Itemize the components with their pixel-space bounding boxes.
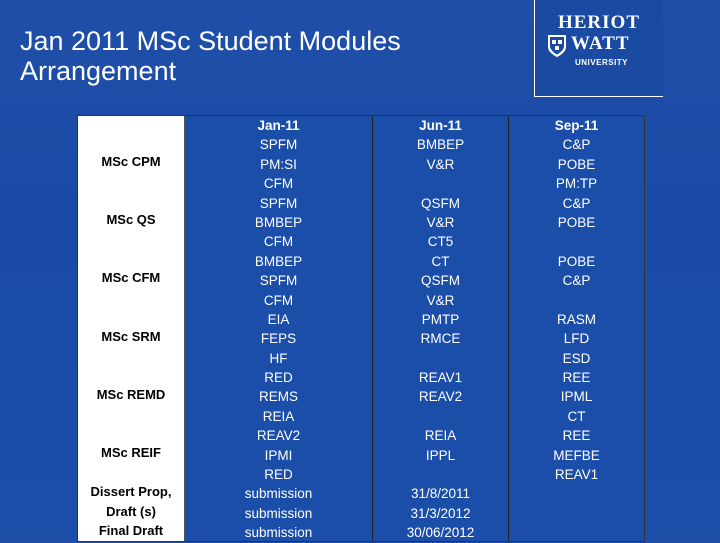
table-cell: 31/3/2012 — [410, 505, 471, 521]
row-label: Final Draft — [98, 523, 164, 538]
table-cell: REAV2 — [418, 389, 463, 405]
crest-icon — [547, 34, 567, 58]
table-cell: HF — [269, 350, 288, 366]
table-cell — [373, 407, 508, 426]
logo-text-heriot: HERIOT — [557, 12, 641, 33]
table-cell: POBE — [557, 156, 596, 172]
table-cell: POBE — [557, 214, 596, 230]
table-cell: RED — [264, 467, 293, 483]
table-cell — [509, 291, 644, 310]
table-cell: BMBEP — [416, 137, 465, 153]
table-cell: ESD — [562, 350, 591, 366]
row-label: Draft (s) — [106, 504, 156, 519]
table-cell: CFM — [263, 292, 294, 308]
table-cell: SPFM — [259, 273, 298, 289]
logo-text-university: UNIVERSITY — [575, 58, 629, 67]
column-sep-11 — [509, 116, 644, 541]
table-cell: POBE — [557, 253, 596, 269]
table-cell — [509, 232, 644, 251]
table-cell: EIA — [267, 311, 290, 327]
table-cell: 30/06/2012 — [406, 525, 475, 541]
table-cell — [373, 465, 508, 484]
table-cell: CT — [431, 253, 450, 269]
row-label: MSc CPM — [101, 154, 161, 169]
table-cell: REAV1 — [418, 370, 463, 386]
row-label: MSc REMD — [96, 387, 166, 402]
table-cell: QSFM — [421, 273, 460, 289]
table-cell: REE — [562, 428, 591, 444]
table-cell: REIA — [262, 408, 295, 424]
table-cell — [509, 484, 644, 503]
table-cell: LFD — [563, 331, 590, 347]
table-cell: SPFM — [259, 195, 298, 211]
table-cell: 31/8/2011 — [410, 486, 471, 502]
table-cell: CFM — [263, 176, 294, 192]
column-jun-11 — [373, 116, 508, 541]
table-cell: RMCE — [420, 331, 461, 347]
table-cell: CT — [567, 408, 586, 424]
table-cell: REAV2 — [256, 428, 301, 444]
table-cell: C&P — [562, 137, 591, 153]
table-cell: V&R — [426, 156, 455, 172]
table-cell: PMTP — [421, 311, 460, 327]
table-cell: C&P — [562, 195, 591, 211]
table-cell: CT5 — [427, 234, 454, 250]
column-jan-11 — [185, 116, 372, 541]
table-cell: REE — [562, 370, 591, 386]
logo-text-watt: WATT — [571, 33, 630, 54]
table-cell: CFM — [263, 234, 294, 250]
table-cell: REAV1 — [554, 467, 599, 483]
table-cell: BMBEP — [254, 253, 303, 269]
table-cell: MEFBE — [553, 447, 600, 463]
table-cell — [373, 174, 508, 193]
slide-title: Jan 2011 MSc Student Modules Arrangement — [20, 26, 401, 86]
table-cell: IPMI — [264, 447, 293, 463]
table-cell: submission — [244, 486, 313, 502]
table-cell: IPPL — [425, 447, 456, 463]
modules-table — [77, 115, 645, 542]
column-header: Jan-11 — [257, 118, 300, 133]
table-cell: submission — [244, 525, 313, 541]
table-cell: PM:TP — [555, 176, 598, 192]
table-cell: QSFM — [421, 195, 460, 211]
table-cell — [509, 504, 644, 523]
row-label: Dissert Prop, — [90, 484, 172, 499]
heriot-watt-logo — [534, 0, 663, 97]
table-cell: FEPS — [260, 331, 297, 347]
row-label: MSc REIF — [101, 445, 161, 460]
table-cell: IPML — [560, 389, 593, 405]
table-cell: REMS — [258, 389, 298, 405]
table-cell — [373, 349, 508, 368]
table-cell: PM:SI — [260, 156, 297, 172]
row-label-column — [78, 116, 185, 541]
table-cell: RASM — [556, 311, 596, 327]
table-cell: V&R — [426, 214, 455, 230]
table-cell: SPFM — [259, 137, 298, 153]
table-cell: REIA — [424, 428, 457, 444]
column-header: Jun-11 — [419, 118, 462, 133]
table-cell: BMBEP — [254, 214, 303, 230]
row-label: MSc SRM — [101, 329, 161, 344]
table-cell: RED — [264, 370, 293, 386]
table-cell: C&P — [562, 273, 591, 289]
row-label: MSc QS — [106, 212, 156, 227]
column-header: Sep-11 — [554, 118, 599, 133]
table-cell: submission — [244, 505, 313, 521]
row-label: MSc CFM — [101, 270, 161, 285]
table-cell: V&R — [426, 292, 455, 308]
